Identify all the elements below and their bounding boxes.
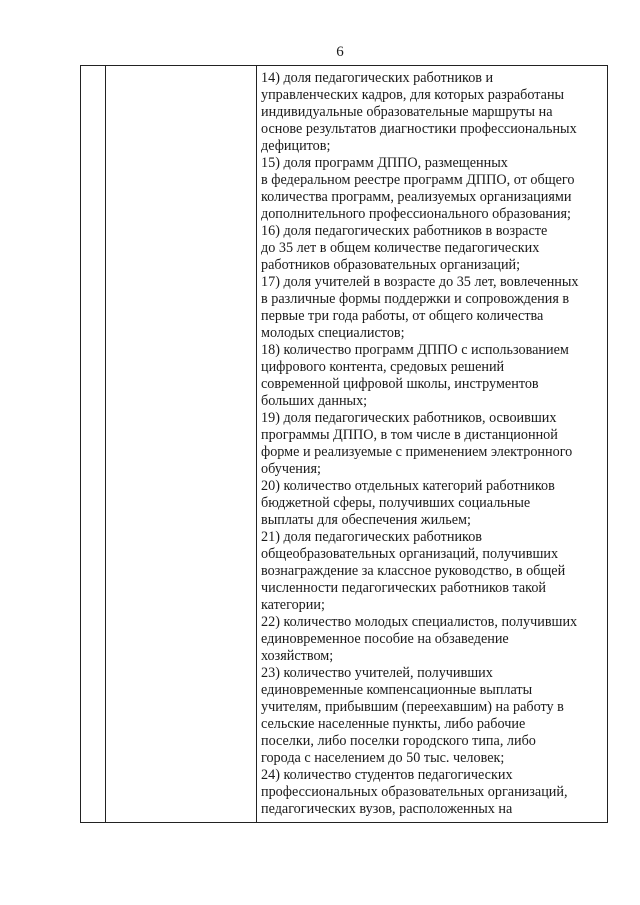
text-line: управленческих кадров, для которых разработаны <box>261 87 565 103</box>
text-line: вознаграждение за классное руководство, в общей <box>261 563 566 579</box>
text-line: учителям, прибывшим (переехавшим) на работу в <box>261 699 564 715</box>
text-line: больших данных; <box>261 393 368 409</box>
text-line: цифрового контента, средовых решений <box>261 359 505 375</box>
text-line: до 35 лет в общем количестве педагогических <box>261 240 540 256</box>
text-line: работников образовательных организаций; <box>261 257 521 273</box>
text-line: современной цифровой школы, инструментов <box>261 376 539 392</box>
text-line: в федеральном реестре программ ДППО, от общего <box>261 172 575 188</box>
text-line: индивидуальные образовательные маршруты на <box>261 104 553 120</box>
text-line: единовременные компенсационные выплаты <box>261 682 533 698</box>
text-line: категории; <box>261 597 325 613</box>
text-line: 23) количество учителей, получивших <box>261 665 493 681</box>
text-line: 19) доля педагогических работников, освоивших <box>261 410 557 426</box>
text-line: количества программ, реализуемых организациями <box>261 189 572 205</box>
text-line: сельские населенные пункты, либо рабочие <box>261 716 526 732</box>
text-line: профессиональных образовательных организаций, <box>261 784 568 800</box>
text-line: молодых специалистов; <box>261 325 405 341</box>
text-line: дефицитов; <box>261 138 331 154</box>
text-line: общеобразовательных организаций, получивших <box>261 546 559 562</box>
text-line: выплаты для обеспечения жильем; <box>261 512 471 528</box>
text-line: основе результатов диагностики профессиональных <box>261 121 577 137</box>
text-line: поселки, либо поселки городского типа, либо <box>261 733 536 749</box>
table-column-divider <box>105 66 106 822</box>
text-line: в различные формы поддержки и сопровождения в <box>261 291 570 307</box>
text-line: 22) количество молодых специалистов, получивших <box>261 614 578 630</box>
text-line: хозяйством; <box>261 648 334 664</box>
text-line: численности педагогических работников такой <box>261 580 547 596</box>
text-line: 14) доля педагогических работников и <box>261 70 494 86</box>
text-line: единовременное пособие на обзаведение <box>261 631 509 647</box>
text-line: 20) количество отдельных категорий работников <box>261 478 555 494</box>
indicator-list-cell <box>261 70 605 818</box>
text-line: города с населением до 50 тыс. человек; <box>261 750 505 766</box>
text-line: 18) количество программ ДППО с использованием <box>261 342 569 358</box>
indicator-table <box>80 65 608 823</box>
text-line: обучения; <box>261 461 321 477</box>
text-line: 21) доля педагогических работников <box>261 529 482 545</box>
text-line: 16) доля педагогических работников в возрасте <box>261 223 548 239</box>
text-line: бюджетной сферы, получивших социальные <box>261 495 531 511</box>
text-line: 17) доля учителей в возрасте до 35 лет, вовлеченных <box>261 274 579 290</box>
table-column-divider <box>256 66 257 822</box>
text-line: 15) доля программ ДППО, размещенных <box>261 155 508 171</box>
text-line: первые три года работы, от общего количества <box>261 308 544 324</box>
text-line: дополнительного профессионального образования; <box>261 206 571 222</box>
text-line: 24) количество студентов педагогических <box>261 767 513 783</box>
page-number: 6 <box>336 44 344 60</box>
text-line: форме и реализуемые с применением электронного <box>261 444 573 460</box>
text-line: программы ДППО, в том числе в дистанционной <box>261 427 558 443</box>
text-line: педагогических вузов, расположенных на <box>261 801 513 817</box>
